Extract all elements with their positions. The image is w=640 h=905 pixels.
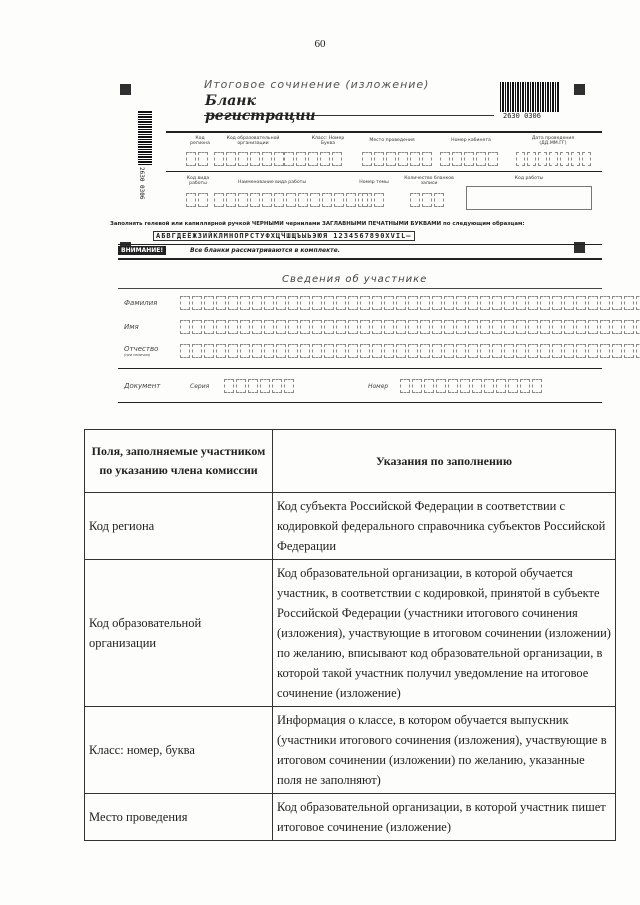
table-row [85, 493, 616, 560]
corner-marker [574, 84, 585, 95]
label-region-code: Код региона [190, 136, 210, 146]
fill-instruction: Заполнять гелевой или капиллярной ручкой ЧЕРНЫМИ чернилами ЗАГЛАВНЫМИ ПЕЧАТНЫМИ БУКВАМИ по следующим образцам: [110, 221, 525, 227]
label-topic-number: Номер темы [359, 180, 389, 185]
org-code-cells[interactable] [214, 152, 284, 166]
vertical-barcode [138, 110, 152, 165]
date-cells[interactable] [516, 152, 591, 166]
sample-characters: АБВГДЕЁЖЗИЙКЛМНОПРСТУФХЦЧШЩЪЫЬЭЮЯ 1234567890XVIL– [153, 231, 415, 241]
page-number: 60 [314, 38, 326, 50]
divider [118, 258, 602, 260]
instruction-cell: Информация о классе, в котором обучается выпускник (участники итогового сочинения (изложения), участвующие в итоговом сочинении (изложении) по желанию, указанные поля не заполняют) [273, 707, 616, 794]
region-code-cells[interactable] [186, 152, 208, 166]
surname-label: Фамилия [124, 299, 158, 307]
label-class: Класс: Номер Буква [311, 136, 345, 146]
warning-label: ВНИМАНИЕ! [118, 246, 166, 255]
corner-marker [120, 84, 131, 95]
class-cells[interactable] [284, 152, 342, 166]
label-org-code: Код образовательной организации [226, 136, 280, 146]
table-row [85, 707, 616, 794]
series-label: Серия [190, 383, 210, 390]
label-work-type-code: Код вида работы [186, 176, 210, 186]
instruction-cell: Код образовательной организации, в которой участник пишет итоговое сочинение (изложение) [273, 794, 616, 841]
topic-cells[interactable] [362, 193, 384, 207]
label-date: Дата проведения (ДД.ММ.ГГ) [531, 136, 575, 146]
field-cell: Класс: номер, буква [85, 707, 273, 794]
work-type-cells[interactable] [186, 193, 208, 207]
series-cells[interactable] [224, 379, 294, 393]
section-underline [118, 288, 602, 289]
section-title: Сведения об участнике [282, 274, 428, 285]
warning-text: Все бланки рассматриваются в комплекте. [190, 247, 340, 254]
divider [118, 368, 602, 369]
barcode [500, 82, 560, 112]
name-label: Имя [124, 323, 139, 331]
patronymic-note: (при наличии) [124, 353, 151, 357]
instruction-cell: Код субъекта Российской Федерации в соответствии с кодировкой федерального справочника субъектов Российской Федерации [273, 493, 616, 560]
label-sheets-count: Количество бланков записи [404, 176, 454, 186]
barcode-number: 2630 0306 [503, 112, 541, 120]
field-cell: Место проведения [85, 794, 273, 841]
number-cells[interactable] [400, 379, 542, 393]
sheets-cells[interactable] [410, 193, 444, 207]
label-room: Номер кабинета [451, 138, 491, 143]
venue-cells[interactable] [362, 152, 432, 166]
work-name-cells[interactable] [214, 193, 368, 207]
label-work-type-name: Наименование вида работы [238, 180, 306, 185]
work-code-box[interactable] [466, 186, 592, 210]
document-label: Документ [124, 382, 161, 390]
divider [118, 244, 602, 245]
divider [166, 171, 602, 172]
form-subtitle: Бланк регистрации [205, 93, 316, 124]
divider [118, 402, 602, 403]
room-cells[interactable] [440, 152, 498, 166]
table-header-row [85, 430, 616, 493]
label-venue: Место проведения [369, 138, 415, 143]
label-work-code: Код работы [514, 176, 544, 181]
divider [166, 131, 602, 133]
patronymic-cells[interactable] [180, 344, 640, 358]
column-header-fields: Поля, заполняемые участником по указанию члена комиссии [85, 430, 273, 493]
number-label: Номер [368, 383, 389, 390]
instructions-table [84, 429, 616, 841]
name-cells[interactable] [180, 320, 640, 334]
surname-cells[interactable] [180, 296, 640, 310]
instruction-cell: Код образовательной организации, в которой обучается участник, в соответствии с кодировкой, принятой в субъекте Российской Федерации (участники итогового сочинения (изложения), участвующие в итоговом сочинении (изложении) по желанию, вписывают код образовательной организации, в которой такой участник получил уведомление на итоговое сочинение (изложение) [273, 560, 616, 707]
table-row [85, 560, 616, 707]
column-header-instructions: Указания по заполнению [273, 430, 616, 493]
vertical-barcode-number: 2630 0306 [138, 167, 145, 200]
field-cell: Код региона [85, 493, 273, 560]
field-cell: Код образовательной организации [85, 560, 273, 707]
registration-form-image [100, 66, 602, 411]
form-title: Итоговое сочинение (изложение) [204, 78, 430, 91]
patronymic-label: Отчество (при наличии) [124, 345, 159, 357]
table-row [85, 794, 616, 841]
